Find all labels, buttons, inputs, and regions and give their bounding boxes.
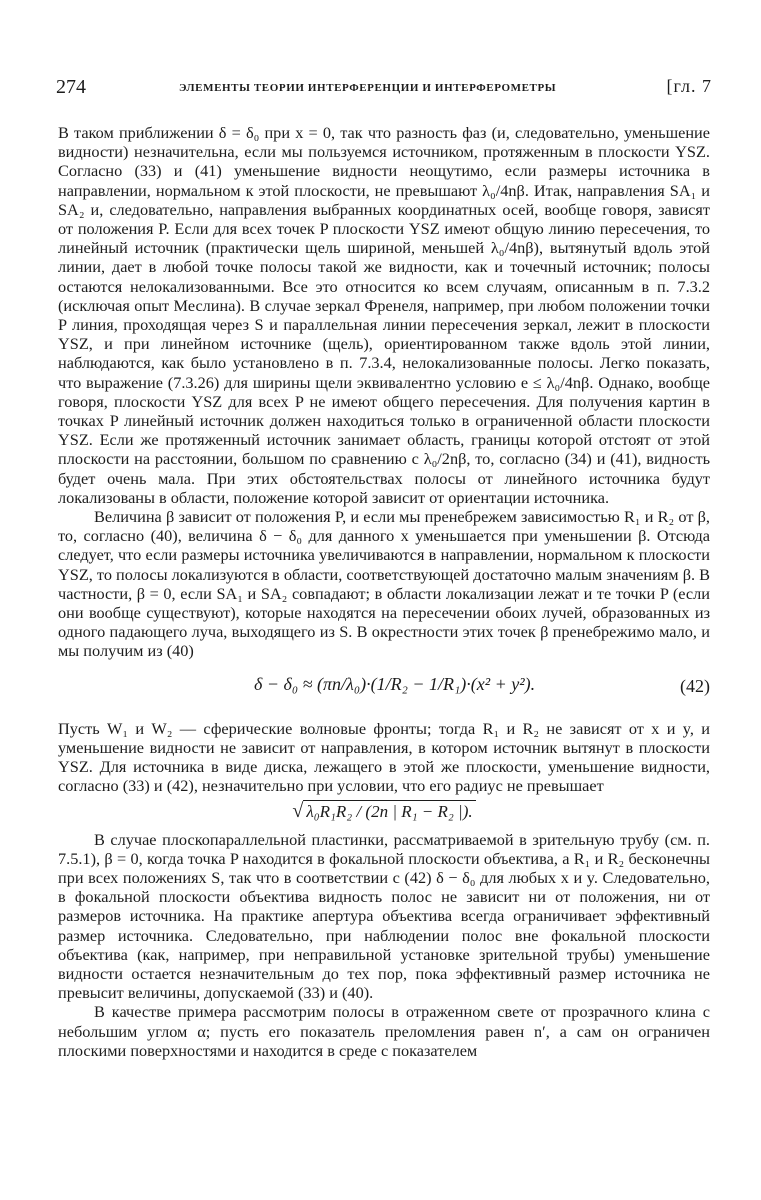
running-header xyxy=(56,76,712,102)
paragraph-4: В случае плоскопараллельной пластинки, рассматриваемой в зрительную трубу (см. п. 7.5.1), β = 0, когда точка P находится в фокальной плоскости объектива, а R₁ и R₂ бесконечны при всех положениях S, так что в соответствии с (42) δ − δ₀ для любых x и y. Следовательно, в фокальной плоскости объектива видность полос не зависит ни от положения, ни от размеров источника. На практике апертура объектива всегда ограничивает эффективный размер источника. Следовательно, при наблюдении полос вне фокальной плоскости объектива (как, например, при неправильной установке зрительной трубы) уменьшение видности остается незначительным до тех пор, пока эффективный размер источника не превысит величины, допускаемой (33) и (40). xyxy=(58,829,710,1003)
radius-bound-formula xyxy=(58,796,710,830)
equation-42-body: δ − δ₀ ≈ (πn/λ₀)·(1/R₂ − 1/R₁)·(x² + y²). xyxy=(254,673,536,694)
running-title: ЭЛЕМЕНТЫ ТЕОРИИ ИНТЕРФЕРЕНЦИИ И ИНТЕРФЕРОМЕТРЫ xyxy=(179,82,557,94)
paragraph-5: В качестве примера рассмотрим полосы в отраженном свете от прозрачного клина с небольшим углом α; пусть его показатель преломления равен n′, а сам он ограничен плоскими поверхностями и находится в среде с показателем xyxy=(58,1002,710,1060)
equation-42-number: (42) xyxy=(680,675,710,696)
page-number: 274 xyxy=(56,76,86,98)
paragraph-1: В таком приближении δ = δ₀ при x = 0, так что разность фаз (и, следовательно, уменьшение видности) незначительна, если мы пользуемся источником, протяженным в плоскости YSZ. Согласно (33) и (41) уменьшение видности неощутимо, если размеры источника в направлении, нормальном к этой плоскости, не превышают λ₀/4nβ. Итак, направления SA₁ и SA₂ и, следовательно, направления выбранных координатных осей, вообще говоря, зависят от положения P. Если для всех точек P плоскости YSZ имеют общую линию пересечения, то линейный источник (практически щель шириной, меньшей λ₀/4nβ), вытянутый вдоль этой линии, дает в любой точке полосы такой же видности, как и точечный источник; полосы остаются нелокализованными. Все это относится ко всем случаям, описанным в п. 7.3.2 (исключая опыт Меслина). В случае зеркал Френеля, например, при любом положении точки P линия, проходящая через S и параллельная линии пересечения зеркал, лежит в плоскости YSZ, и при линейном источнике (щель), ориентированном также вдоль этой линии, наблюдаются, как было установлено в п. 7.3.4, нелокализованные полосы. Легко показать, что выражение (7.3.26) для ширины щели эквивалентно условию e ≤ λ₀/4nβ. Однако, вообще говоря, плоскости YSZ для всех P не имеют общего пересечения. Для получения картин в точках P линейный источник должен находиться только в ограниченной области плоскости YSZ. Если же протяженный источник занимает область, границы которой отстоят от этой плоскости на расстоянии, большом по сравнению с λ₀/2nβ, то, согласно (34) и (41), видность будет очень мала. При этих обстоятельствах полосы от линейного источника будут локализованы в области, положение которой зависит от ориентации источника. xyxy=(58,123,710,507)
paragraph-3: Пусть W₁ и W₂ — сферические волновые фронты; тогда R₁ и R₂ не зависят от x и y, и уменьшение видности не зависит от направления, в котором источник вытянут в плоскости YSZ. Для источника в виде диска, лежащего в этой же плоскости, уменьшение видности, согласно (33) и (42), незначительно при условии, что его радиус не превышает xyxy=(58,718,710,796)
radius-bound-radicand: λ₀R₁R₂ / (2n | R₁ − R₂ |). xyxy=(303,800,475,823)
square-root-sign: √ xyxy=(292,799,304,822)
equation-42 xyxy=(58,661,710,719)
paragraph-2: Величина β зависит от положения P, и если мы пренебрежем зависимостью R₁ и R₂ от β, то, согласно (40), величина δ − δ₀ для данного x уменьшается при уменьшении β. Отсюда следует, что если размеры источника увеличиваются в направлении, нормальном к плоскости YSZ, то полосы локализуются в области, соответствующей достаточно малым значениям β. В частности, β = 0, если SA₁ и SA₂ совпадают; в области локализации лежат и те точки P (если они вообще существуют), которые находятся на пересечении обоих лучей, образованных из одного падающего луча, выходящего из S. В окрестности этих точек β пренебрежимо мало, и мы получим из (40) xyxy=(58,507,710,661)
body-text xyxy=(58,123,710,1060)
chapter-reference: [гл. 7 xyxy=(666,76,712,96)
